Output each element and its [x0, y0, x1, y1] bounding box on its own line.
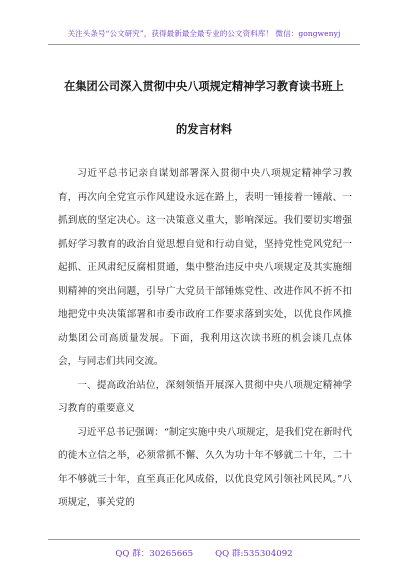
footer-contact [0, 547, 408, 559]
footer-divider [48, 539, 360, 540]
header-divider [48, 44, 360, 45]
qq-group-2: QQ 群:535304092 [215, 549, 293, 559]
document-body [58, 162, 352, 515]
document-title: 在集团公司深入贯彻中央八项规定精神学习教育读书班上 [64, 80, 344, 93]
section-heading: 一、提高政治站位，深刻领悟开展深入贯彻中央八项规定精神学习教育的重要意义 [58, 379, 352, 414]
body-paragraph: 习近平总书记亲自谋划部署深入贯彻中央八项规定精神学习教育，再次向全党宣示作风建设永远在路上，表明一锤接着一锤敲、一抓到底的坚定决心。这一决策意义重大，影响深远。我们要切实增强抓好学习教育的政治自觉思想自觉和行动自觉，坚持党性党风党纪一起抓、正风肃纪反腐相贯通，集中整治违反中央八项规定及其实施细则精神的突出问题，引导广大党员干部锤炼党性、改进作风不折不扣地把党中央决策部署和市委市政府工作要求落到实处，以优良作风推动集团公司高质量发展。下面，我利用这次读书班的机会谈几点体会，与同志们共同交流。 [58, 168, 352, 367]
document-title-continued: 的发言材料 [176, 123, 232, 136]
header-note: 关注头条号“公文研究”，获得最新最全最专业的公文资料库！ 微信：gongwenyj [67, 29, 341, 38]
qq-group-1: QQ 群：30265665 [115, 549, 194, 559]
body-paragraph: 习近平总书记强调：“制定实施中央八项规定，是我们党在新时代的徙木立信之举，必须常抓不懈、久久为功十年不够就二十年，二十年不够就三十年，直至真正化风成俗，以优良党风引领社风民风。”八项规定，事关党的 [58, 426, 352, 508]
